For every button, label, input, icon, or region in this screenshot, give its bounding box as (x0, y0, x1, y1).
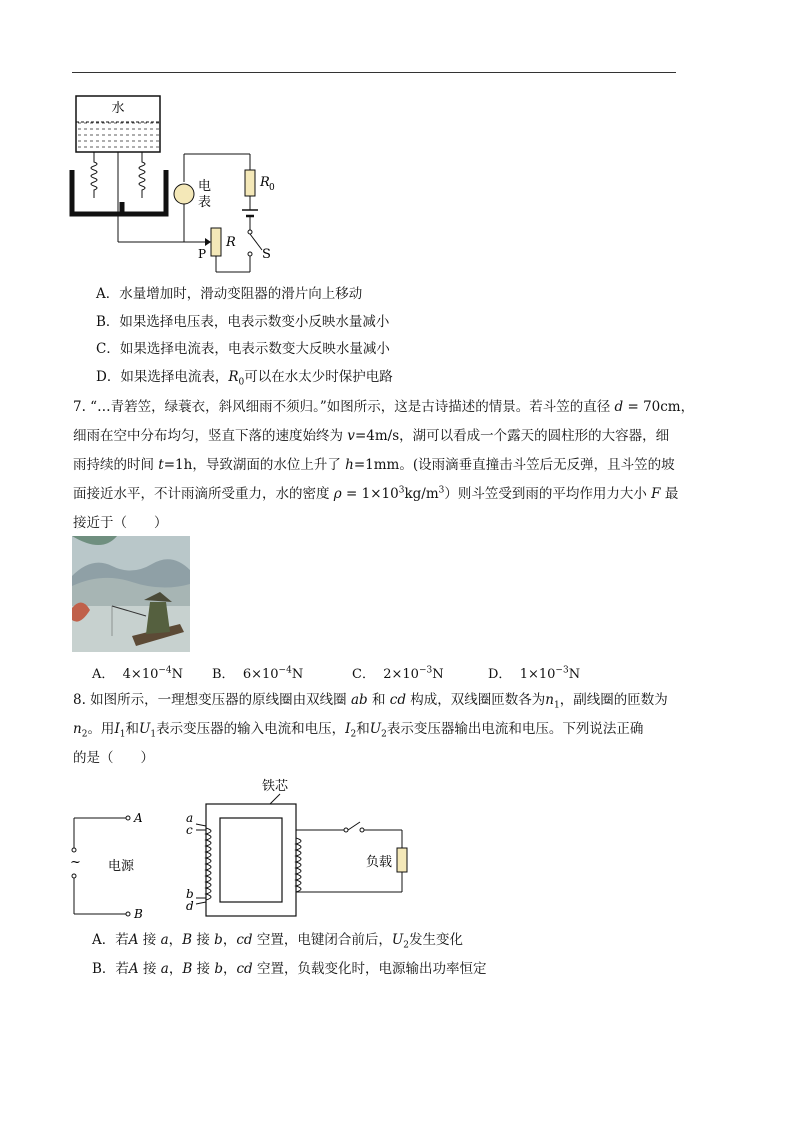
q6-option-c: C．如果选择电流表，电表示数变大反映水量减小 (96, 341, 390, 357)
transformer-figure (66, 776, 426, 926)
q6-option-d: D．如果选择电流表，$R_0$可以在水太少时保护电路 (96, 369, 393, 388)
header-rule (72, 72, 676, 73)
terminal-c-label: c (186, 823, 193, 837)
switch-label: S (262, 247, 271, 262)
iron-core-label: 铁芯 (262, 779, 289, 794)
right-spring (139, 152, 145, 198)
q7-option-b: B． $6\times 10^{-4}N$ (212, 665, 304, 682)
q7-stem: 7. “…青箬笠，绿蓑衣，斜风细雨不须归。”如图所示，这是古诗描述的情景。若斗笠的直径 d = 70cm， 细雨在空中分布均匀，竖直下落的速度始终为 v=4m/s，湖可以看成一个露天的圆柱形的大容器，细 雨持续的时间 t=1h，导致湖面的水位上升了 h=1mm。(设雨滴垂直撞击斗笠后无反弹，且斗笠的坡 面接近水平，不计雨滴所受重力，水的密度 $\rho = 1\times 10^3kg/m^3$）则斗笠受到雨的平均作用力大小 F 最 接近于（ ） (73, 399, 695, 531)
q8-option-b: B．若A 接 a，B 接 b，cd 空置，负载变化时，电源输出功率恒定 (92, 961, 487, 977)
q8-stem: 8. 如图所示，一理想变压器的原线圈由双线圈 ab 和 cd 构成，双线圈匝数各为$n_1$，副线圈的匝数为 $n_2$。用$I_1$和$U_1$表示变压器的输入电流和电压，$I_2$和$U_2$表示变压器输出电流和电压。下列说法正确 的是（ ） (73, 692, 668, 766)
terminal-b-label: b (186, 887, 194, 901)
slider-p-icon (205, 238, 211, 246)
q7-option-c: C． $2\times 10^{-3}N$ (352, 665, 444, 682)
r0-sub: 0 (269, 183, 275, 193)
p-label: P (198, 247, 207, 261)
rain-painting-image (72, 536, 190, 652)
meter-icon (174, 184, 194, 204)
right-base (122, 170, 166, 214)
secondary-coil-icon (296, 838, 301, 892)
load-label: 负载 (366, 855, 393, 870)
water-level-circuit-figure (66, 90, 296, 280)
q6-option-b: B．如果选择电压表，电表示数变小反映水量减小 (96, 314, 390, 330)
q7-option-a: A． $4\times 10^{-4}N$ (92, 665, 184, 682)
terminal-d-label: d (186, 899, 194, 913)
ac-symbol: ~ (70, 855, 81, 870)
meter-label-1: 电 (198, 179, 212, 194)
terminal-A-label: A (134, 811, 143, 825)
rheostat-icon (211, 228, 221, 256)
power-source-label: 电源 (108, 859, 135, 874)
r-label: R (226, 235, 236, 250)
primary-coil-icon (206, 828, 211, 900)
r0-label: R (260, 175, 270, 190)
q8-option-a: A．若A 接 a，B 接 b，cd 空置，电键闭合前后，$U_2$发生变化 (92, 932, 463, 951)
load-resistor-icon (397, 848, 407, 872)
key-switch-icon (344, 828, 348, 832)
left-spring (91, 152, 97, 198)
water-body (76, 122, 160, 152)
meter-label-2: 表 (198, 195, 212, 210)
q6-option-a: A．水量增加时，滑动变阻器的滑片向上移动 (96, 286, 363, 302)
resistor-r0-icon (245, 170, 255, 196)
q7-option-d: D． $1\times 10^{-3}N$ (488, 665, 581, 682)
water-label: 水 (111, 101, 125, 116)
switch-icon (248, 230, 252, 234)
terminal-B-label: B (134, 907, 143, 921)
left-base (72, 170, 122, 214)
terminal-a-label: a (186, 811, 194, 825)
